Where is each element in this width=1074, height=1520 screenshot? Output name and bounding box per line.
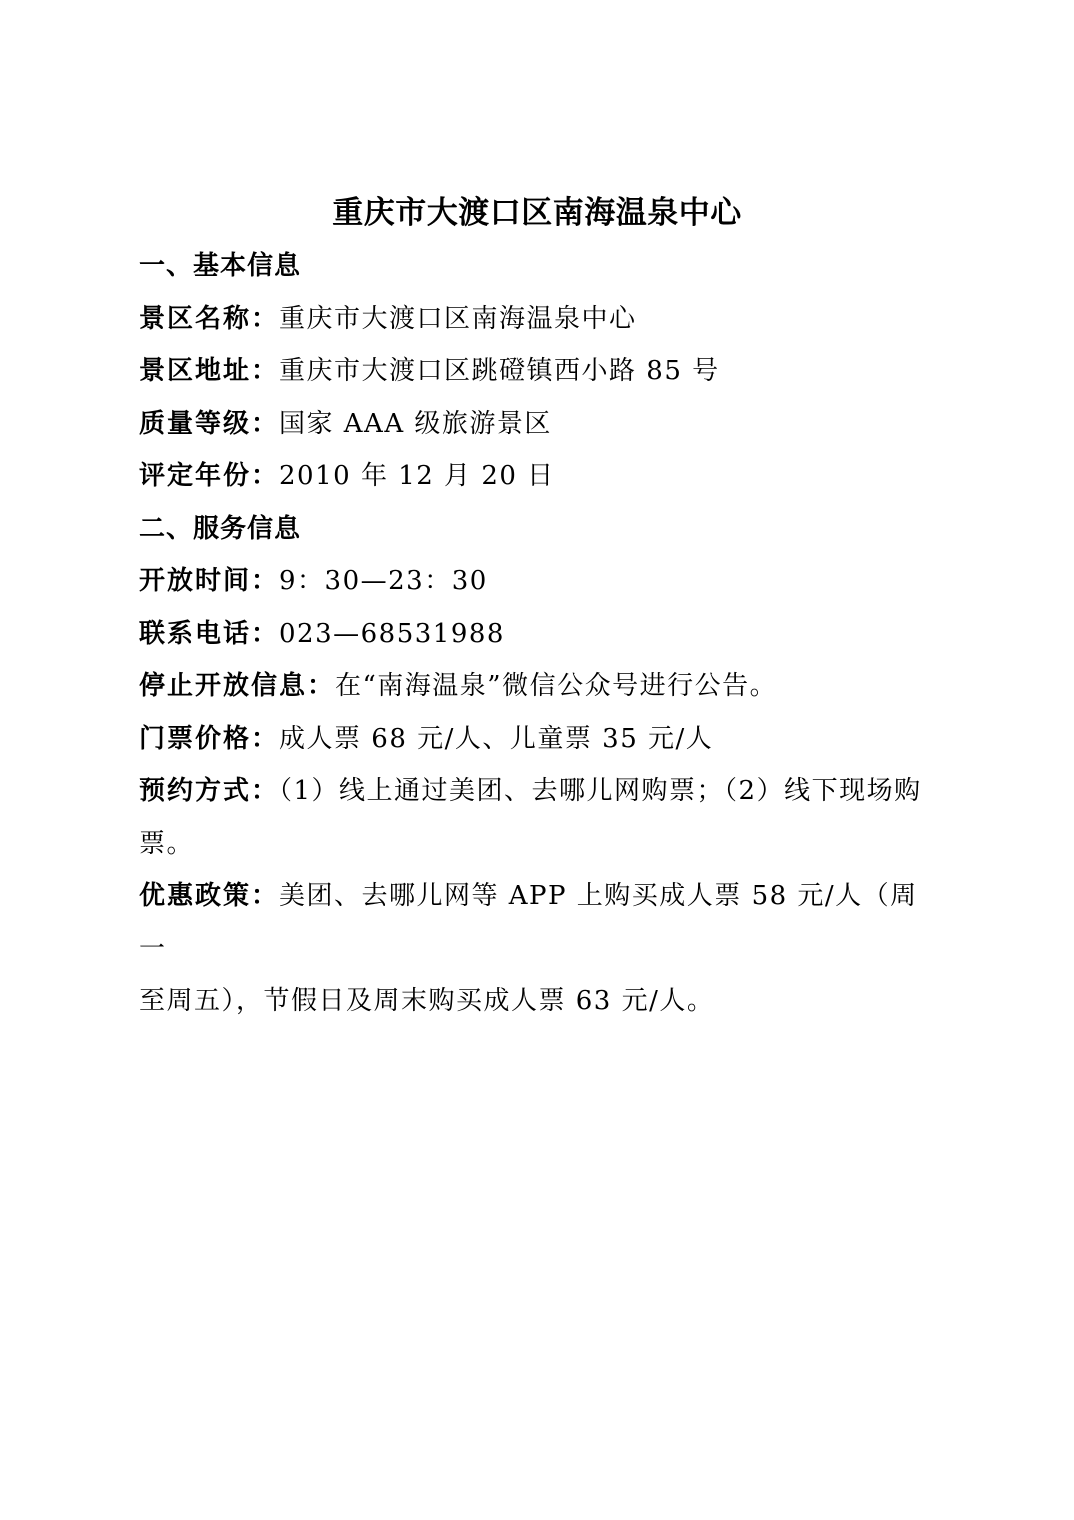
row-value: 9：30—23：30 [279,566,488,596]
info-row-booking-method [139,765,939,870]
info-row-discount-policy [139,870,939,1028]
row-value: 重庆市大渡口区南海温泉中心 [279,303,637,334]
info-row-phone [139,608,939,661]
row-value: 在“南海温泉”微信公众号进行公告。 [335,671,778,701]
row-label: 开放时间： [139,566,280,596]
row-value-line1: 美团、去哪儿网等 APP 上购买成人票 58 元/人（周一 [139,881,918,964]
document-body [139,240,939,1028]
info-row-quality-level [139,398,939,451]
row-value-line1: （1）线上通过美团、去哪儿网购票；（2）线下现场购 [279,776,922,806]
row-label: 景区名称： [139,303,280,334]
row-label: 停止开放信息： [139,671,336,701]
row-label: 门票价格： [139,723,280,754]
row-value: 重庆市大渡口区跳磴镇西小路 85 号 [279,356,720,386]
section-heading-basic-info: 一、基本信息 [139,251,302,281]
info-row-opening-hours [139,555,939,608]
row-label: 优惠政策： [139,881,280,911]
info-row-scenic-name [139,293,939,346]
row-value: 国家 AAA 级旅游景区 [279,408,552,439]
document-title: 重庆市大渡口区南海温泉中心 [332,195,742,231]
row-value: 023—68531988 [279,618,505,649]
section-heading-service-info: 二、服务信息 [139,513,302,544]
row-value: 2010 年 12 月 20 日 [279,461,555,491]
info-row-rating-date [139,450,939,503]
row-value-line2: 票。 [139,828,195,859]
row-label: 预约方式： [139,776,280,806]
row-label: 评定年份： [139,461,280,491]
row-label: 联系电话： [139,618,280,649]
info-row-address [139,345,939,398]
row-label: 景区地址： [139,356,280,386]
info-row-ticket-price [139,713,939,766]
info-row-closure-notice [139,660,939,713]
row-label: 质量等级： [139,408,280,439]
row-value: 成人票 68 元/人、儿童票 35 元/人 [279,723,714,754]
row-value-line2: 至周五），节假日及周末购买成人票 63 元/人。 [139,986,715,1016]
